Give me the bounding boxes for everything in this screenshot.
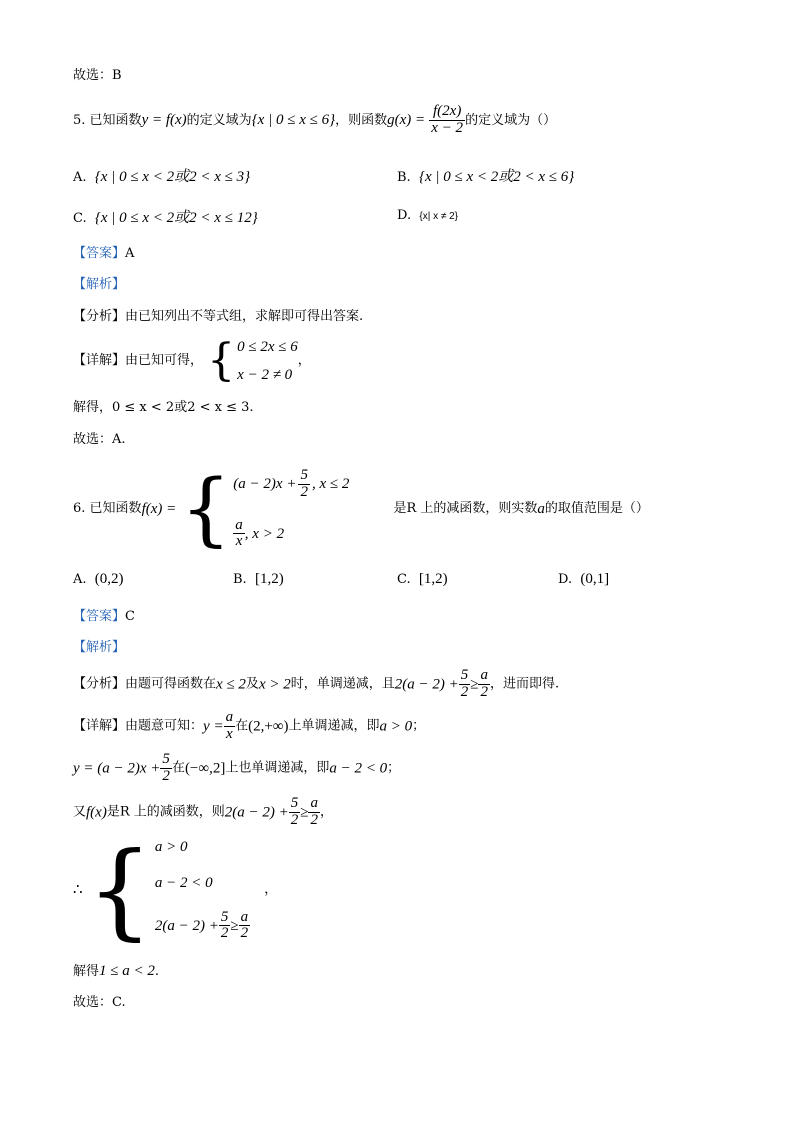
q5-xiangjie: 【详解】由已知可得， { 0 ≤ 2x ≤ 6 x − 2 ≠ 0 ， — [73, 335, 311, 386]
q5-inequality-system: { 0 ≤ 2x ≤ 6 x − 2 ≠ 0 — [207, 335, 298, 386]
q5-final: 故选：A. — [73, 432, 126, 447]
q5-text-3: ，则函数 — [335, 112, 388, 128]
q6-xiangjie-line2: y = (a − 2)x + $\frac{5}{2}$ 在(−∞,2]上也单调递减，即a − 2 < 0； — [73, 751, 401, 784]
left-brace: { — [207, 335, 236, 386]
q5-text-1: 已知函数 — [89, 112, 142, 128]
q6-answer: 【答案】C — [73, 609, 135, 624]
q6-fenxi: 【分析】由题可得函数在x ≤ 2及x > 2时，单调递减，且2(a − 2) + $\frac{5}{2}$ ≥ $\frac{a}{2}$ ，进而即得. — [73, 667, 560, 700]
q5-option-d: D. {x| x ≠ 2} — [397, 208, 459, 223]
q6-option-b: B. [1,2) — [233, 571, 284, 587]
prev-answer: 故选：B — [73, 68, 122, 83]
q6-option-c: C. [1,2) — [397, 571, 448, 587]
q6-option-d: D. (0,1] — [558, 571, 610, 587]
q5-option-a: A. {x | 0 ≤ x < 2或2 < x ≤ 3} — [73, 169, 251, 185]
q5-g-def: g(x) = — [387, 111, 426, 128]
q5-f-def: y = f(x) — [141, 111, 187, 128]
q5-answer — [73, 246, 134, 262]
q5-solve: 解得，0 ≤ x < 2或2 < x ≤ 3. — [73, 400, 254, 415]
q6-xiangjie-line3: 又f(x)是R 上的减函数，则2(a − 2) + $\frac{5}{2}$ ≥ $\frac{a}{2}$ ， — [73, 795, 333, 828]
q6-solve: 解得1 ≤ a < 2. — [73, 963, 160, 979]
question-6-stem: 6. 已知函数f(x) = { (a − 2)x + $\frac{5}{2}$ , x ≤ 2 $\frac{a}{x}$ , x > 2 是R 上的减函数，则实数a的取值范围是（） — [73, 462, 649, 555]
q5-answer-tag: 【答案】 — [73, 246, 126, 261]
q5-answer-value: A — [125, 246, 135, 261]
q5-fraction: $\frac{f(2x)}{x - 2}$ — [431, 103, 464, 136]
q6-piecewise: { (a − 2)x + $\frac{5}{2}$ , x ≤ 2 $\frac{a}{x}$ , x > 2 — [180, 462, 350, 555]
q5-option-b: B. {x | 0 ≤ x < 2或2 < x ≤ 6} — [397, 169, 575, 185]
q5-text-4: 的定义域为（） — [465, 112, 557, 128]
q5-number: 5. — [73, 112, 86, 128]
left-brace: { — [180, 462, 232, 555]
q5-fenxi: 【分析】由已知列出不等式组，求解即可得出答案. — [73, 309, 364, 324]
q5-analysis-tag: 【解析】 — [73, 277, 126, 292]
q5-domain: {x | 0 ≤ x ≤ 6} — [251, 111, 336, 128]
q6-option-a: A. (0,2) — [73, 571, 124, 587]
left-brace: { — [86, 829, 153, 951]
q6-final: 故选：C. — [73, 995, 126, 1010]
q6-xiangjie-line1: 【详解】由题意可知：y = $\frac{a}{x}$ 在(2,+∞)上单调递减，即a > 0； — [73, 709, 426, 742]
question-5-stem — [73, 104, 556, 137]
q5-text-2: 的定义域为 — [186, 112, 252, 128]
q6-analysis-tag: 【解析】 — [73, 640, 126, 655]
q5-option-c: C. {x | 0 ≤ x < 2或2 < x ≤ 12} — [73, 210, 258, 226]
q6-system: ∴ { a > 0 a − 2 < 0 2(a − 2) + $\frac{5}{2}$ ≥ $\frac{a}{2}$ ， — [73, 829, 278, 951]
